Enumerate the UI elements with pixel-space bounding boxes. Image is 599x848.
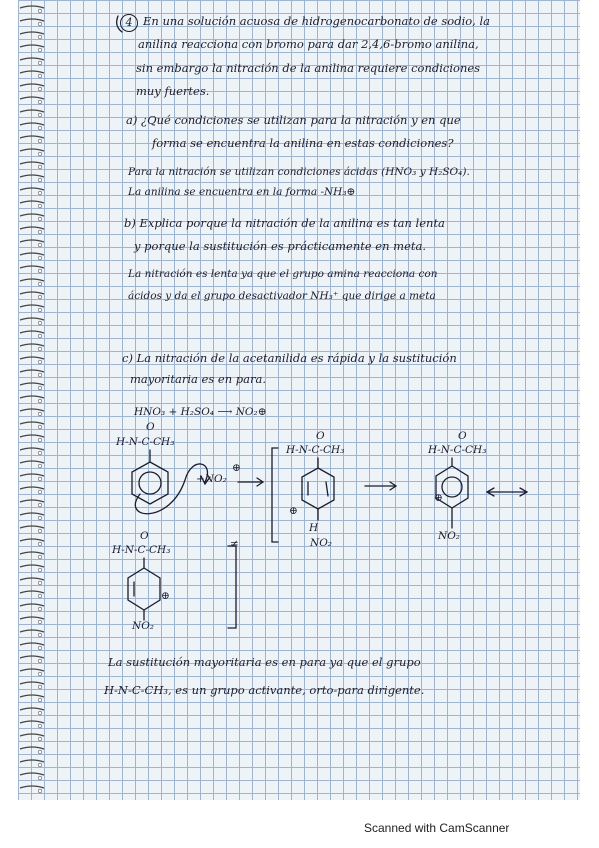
spiral-ring — [20, 331, 44, 333]
part-b-answer-1: La nitración es lenta ya que el grupo amina reacciona con — [128, 268, 438, 280]
spiral-ring — [20, 32, 44, 34]
binding-hole — [38, 659, 42, 663]
binding-hole — [38, 347, 42, 351]
spiral-ring — [20, 643, 44, 645]
conclusion-line-1: La sustitución mayoritaria es en para ya que el grupo — [108, 655, 421, 669]
spiral-ring — [20, 526, 44, 528]
part-b-question-2: y porque la sustitución es prácticamente en meta. — [134, 239, 427, 253]
spiral-ring — [20, 552, 44, 554]
binding-hole — [38, 451, 42, 455]
spiral-ring — [20, 136, 44, 138]
binding-hole — [38, 334, 42, 338]
binding-hole — [38, 672, 42, 676]
binding-hole — [38, 412, 42, 416]
part-a-answer-2: La anilina se encuentra en la forma -NH₃⊕ — [128, 186, 356, 198]
intro-line-4: muy fuertes. — [136, 84, 210, 98]
binding-hole — [38, 243, 42, 247]
binding-hole — [38, 737, 42, 741]
binding-hole — [38, 633, 42, 637]
spiral-ring — [20, 344, 44, 346]
spiral-ring — [20, 617, 44, 619]
spiral-ring — [20, 97, 44, 99]
spiral-ring — [20, 630, 44, 632]
part-a-answer-1: Para la nitración se utilizan condiciones ácidas (HNO₃ y H₂SO₄). — [128, 166, 470, 178]
spiral-ring — [20, 513, 44, 515]
binding-hole — [38, 165, 42, 169]
spiral-ring — [20, 734, 44, 736]
spiral-ring — [20, 201, 44, 203]
spiral-ring — [20, 383, 44, 385]
binding-hole — [38, 22, 42, 26]
ring-4-no2: NO₂ — [132, 620, 155, 632]
part-c-question-2: mayoritaria es en para. — [130, 372, 266, 386]
binding-hole — [38, 61, 42, 65]
binding-hole — [38, 9, 42, 13]
spiral-ring — [20, 6, 44, 8]
binding-hole — [38, 126, 42, 130]
spiral-ring — [20, 19, 44, 21]
spiral-ring — [20, 539, 44, 541]
acetamido-label-1: H-N-C-CH₃ — [116, 436, 175, 448]
binding-hole — [38, 373, 42, 377]
binding-hole — [38, 464, 42, 468]
binding-hole — [38, 776, 42, 780]
ring-4-charge: ⊕ — [161, 590, 170, 602]
spiral-ring — [20, 773, 44, 775]
binding-hole — [38, 256, 42, 260]
binding-hole — [38, 581, 42, 585]
part-c-question-1: c) La nitración de la acetanilida es rápida y la sustitución — [122, 351, 457, 365]
binding-hole — [38, 230, 42, 234]
spiral-ring — [20, 214, 44, 216]
binding-hole — [38, 750, 42, 754]
binding-hole — [38, 386, 42, 390]
sigma-complex-charge: ⊕ — [289, 505, 298, 517]
part-b-question-1: b) Explica porque la nitración de la anilina es tan lenta — [124, 216, 445, 230]
spiral-ring — [20, 266, 44, 268]
intro-line-3: sin embargo la nitración de la anilina requiere condiciones — [136, 61, 481, 75]
spiral-ring — [20, 721, 44, 723]
spiral-ring — [20, 253, 44, 255]
spiral-ring — [20, 669, 44, 671]
spiral-ring — [20, 227, 44, 229]
binding-hole — [38, 646, 42, 650]
spiral-ring — [20, 84, 44, 86]
question-number: 4 — [120, 14, 138, 32]
binding-hole — [38, 503, 42, 507]
spiral-ring — [20, 149, 44, 151]
binding-hole — [38, 204, 42, 208]
spiral-ring — [20, 292, 44, 294]
binding-hole — [38, 100, 42, 104]
spiral-ring — [20, 448, 44, 450]
binding-hole — [38, 113, 42, 117]
binding-hole — [38, 542, 42, 546]
spiral-ring — [20, 747, 44, 749]
spiral-ring — [20, 708, 44, 710]
binding-hole — [38, 490, 42, 494]
binding-hole — [38, 685, 42, 689]
binding-hole — [38, 48, 42, 52]
sigma-complex-no2: NO₂ — [310, 537, 333, 549]
reaction-equation: HNO₃ + H₂SO₄ ⟶ NO₂⊕ — [134, 406, 267, 418]
spiral-ring — [20, 435, 44, 437]
carbonyl-o-3: O — [458, 430, 467, 442]
binding-hole — [38, 399, 42, 403]
binding-hole — [38, 594, 42, 598]
spiral-ring — [20, 58, 44, 60]
binding-hole — [38, 477, 42, 481]
binding-hole — [38, 620, 42, 624]
spiral-ring — [20, 461, 44, 463]
binding-hole — [38, 425, 42, 429]
binding-hole — [38, 698, 42, 702]
sigma-complex-h: H — [309, 522, 319, 534]
spiral-ring — [20, 487, 44, 489]
spiral-ring — [20, 682, 44, 684]
spiral-ring — [20, 71, 44, 73]
spiral-ring — [20, 422, 44, 424]
binding-hole — [38, 269, 42, 273]
spiral-ring — [20, 240, 44, 242]
spiral-ring — [20, 656, 44, 658]
spiral-ring — [20, 396, 44, 398]
binding-hole — [38, 308, 42, 312]
binding-hole — [38, 35, 42, 39]
conclusion-line-2: H-N-C-CH₃, es un grupo activante, orto-para dirigente. — [104, 683, 425, 697]
spiral-ring — [20, 760, 44, 762]
spiral-ring — [20, 695, 44, 697]
spiral-ring — [20, 279, 44, 281]
nitronium-charge: ⊕ — [232, 462, 241, 474]
spiral-ring — [20, 357, 44, 359]
carbonyl-o-2: O — [316, 430, 325, 442]
binding-hole — [38, 555, 42, 559]
binding-hole — [38, 360, 42, 364]
binding-hole — [38, 607, 42, 611]
spiral-ring — [20, 318, 44, 320]
spiral-ring — [20, 409, 44, 411]
spiral-ring — [20, 591, 44, 593]
binding-hole — [38, 139, 42, 143]
binding-hole — [38, 724, 42, 728]
resonance-no2: NO₂ — [438, 530, 461, 542]
binding-hole — [38, 568, 42, 572]
binding-hole — [38, 191, 42, 195]
binding-hole — [38, 789, 42, 793]
spiral-ring — [20, 786, 44, 788]
spiral-ring — [20, 123, 44, 125]
binding-hole — [38, 217, 42, 221]
spiral-ring — [20, 370, 44, 372]
binding-hole — [38, 529, 42, 533]
carbonyl-o-4: O — [140, 530, 149, 542]
binding-hole — [38, 711, 42, 715]
spiral-ring — [20, 162, 44, 164]
binding-hole — [38, 763, 42, 767]
binding-hole — [38, 152, 42, 156]
part-a-question-2: forma se encuentra la anilina en estas condiciones? — [152, 136, 454, 150]
spiral-ring — [20, 604, 44, 606]
spiral-ring — [20, 110, 44, 112]
spiral-ring — [20, 500, 44, 502]
binding-hole — [38, 74, 42, 78]
acetamido-label-2: H-N-C-CH₃ — [286, 444, 345, 456]
acetamido-label-4: H-N-C-CH₃ — [112, 544, 171, 556]
binding-hole — [38, 178, 42, 182]
resonance-charge: ⊕ — [434, 492, 443, 504]
binding-hole — [38, 295, 42, 299]
spiral-ring — [20, 578, 44, 580]
spiral-ring — [20, 474, 44, 476]
scanner-watermark: Scanned with CamScanner — [364, 821, 510, 835]
part-a-question-1: a) ¿Qué condiciones se utilizan para la nitración y en que — [126, 113, 461, 127]
spiral-ring — [20, 45, 44, 47]
dagger-mark: ≠ — [230, 538, 239, 550]
binding-hole — [38, 282, 42, 286]
acetamido-label-3: H-N-C-CH₃ — [428, 444, 487, 456]
carbonyl-o-1: O — [146, 421, 155, 433]
spiral-ring — [20, 175, 44, 177]
spiral-ring — [20, 188, 44, 190]
binding-hole — [38, 87, 42, 91]
spiral-ring — [20, 565, 44, 567]
intro-line-2: anilina reacciona con bromo para dar 2,4,6-bromo anilina, — [138, 37, 479, 51]
part-b-answer-2: ácidos y da el grupo desactivador NH₃⁺ que dirige a meta — [128, 290, 436, 302]
binding-hole — [38, 321, 42, 325]
nitronium-label: +NO₂ — [196, 473, 227, 485]
binding-hole — [38, 438, 42, 442]
spiral-ring — [20, 305, 44, 307]
spiral-binding — [18, 0, 48, 800]
binding-hole — [38, 516, 42, 520]
intro-line-1: En una solución acuosa de hidrogenocarbonato de sodio, la — [143, 14, 491, 28]
